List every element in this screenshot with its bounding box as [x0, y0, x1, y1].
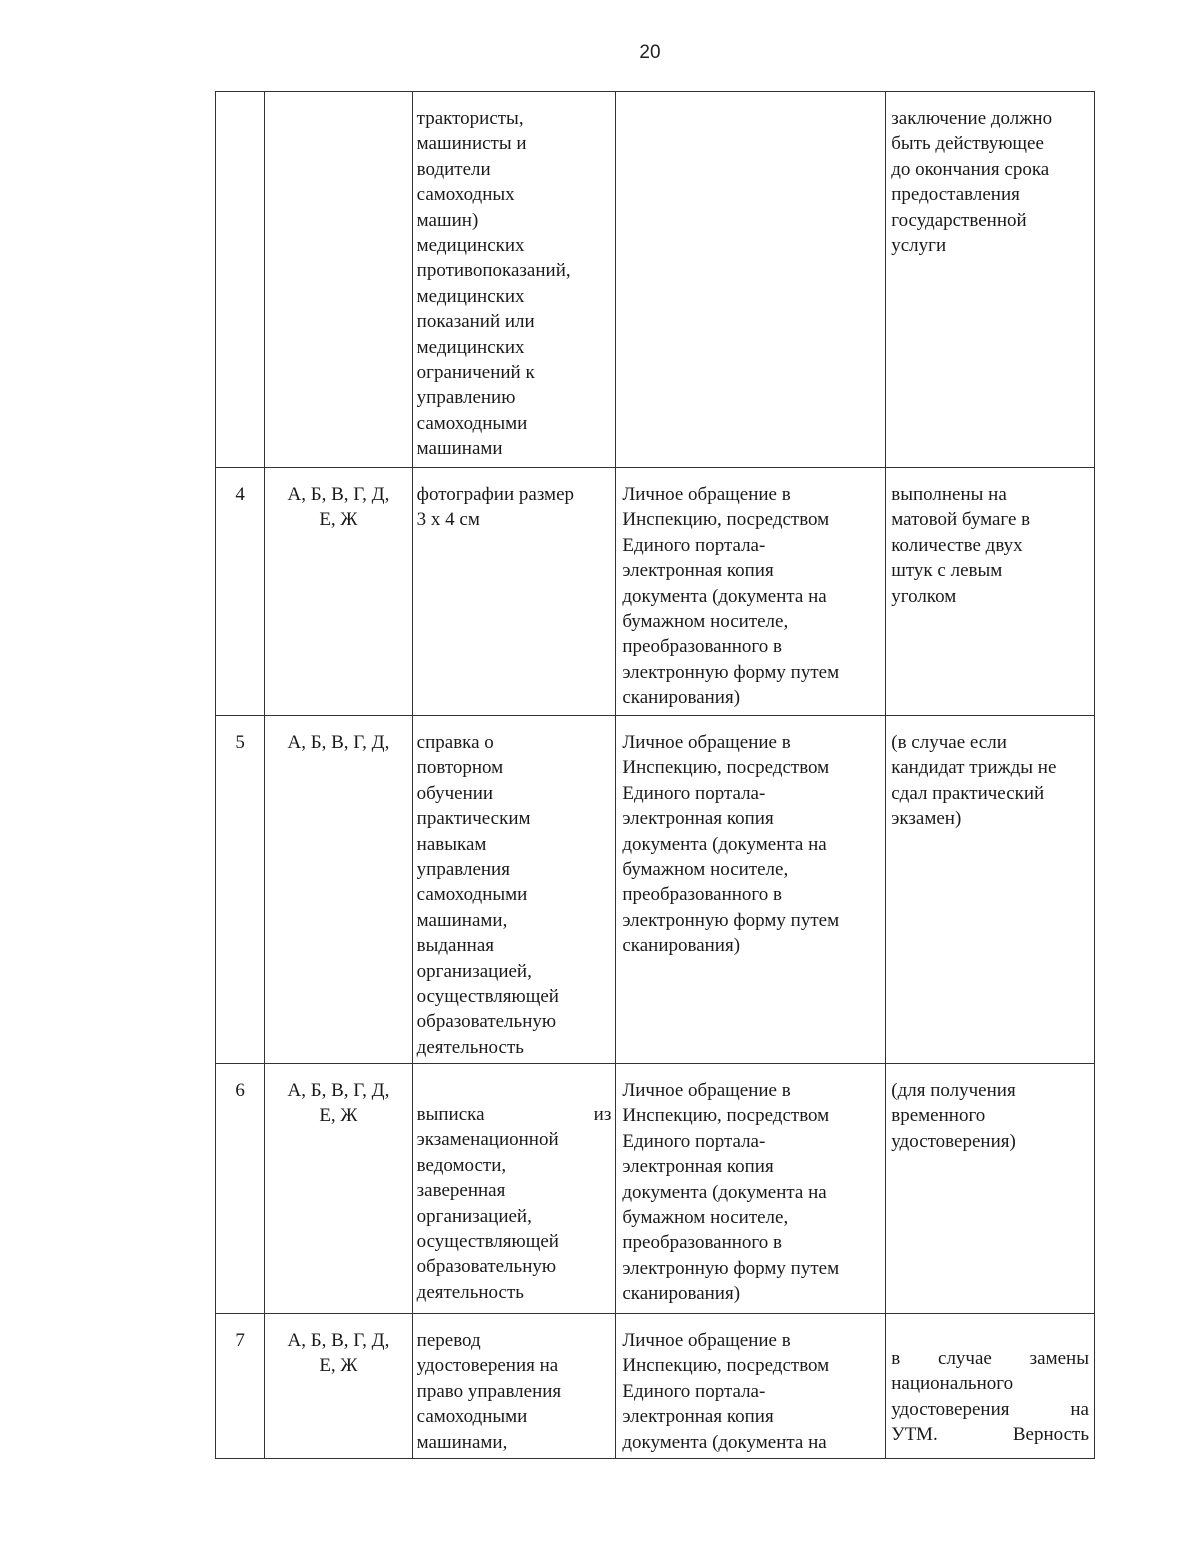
note-line: матовой бумаге в — [891, 509, 1031, 531]
note-line: удостоверения) — [891, 1130, 1016, 1152]
document-line: медицинских — [416, 285, 525, 307]
categories-cell — [265, 92, 413, 468]
method-line: Единого портала- — [622, 782, 766, 804]
method-line: электронную форму путем — [622, 661, 840, 683]
note-line: до окончания срока — [891, 158, 1050, 180]
document-line: машинами — [416, 438, 503, 460]
categories-cell — [265, 1064, 413, 1314]
method-line: электронную форму путем — [622, 1257, 840, 1279]
document-word: из — [593, 1104, 612, 1125]
note-line: количестве двух — [891, 534, 1023, 556]
row-number-cell — [216, 92, 265, 468]
document-line: удостоверения на — [416, 1355, 559, 1377]
document-line: организацией, — [416, 1205, 532, 1227]
document-line: самоходными — [416, 884, 528, 906]
categories-cell — [265, 1314, 413, 1459]
submission-method-cell — [616, 92, 886, 468]
row-number: 5 — [235, 732, 245, 753]
note-line: кандидат трижды не — [891, 757, 1057, 779]
document-line: самоходными — [416, 1406, 528, 1428]
note-line: экзамен) — [891, 808, 962, 830]
note-cell — [886, 716, 1095, 1064]
note-word: Верность — [1012, 1424, 1089, 1446]
table-row — [216, 1064, 1095, 1314]
method-line: электронная копия — [622, 560, 774, 582]
note-word: замены — [1029, 1348, 1089, 1369]
note-cell — [886, 468, 1095, 716]
document-line: фотографии размер — [416, 484, 575, 505]
document-line: практическим — [416, 808, 531, 830]
document-line: управления — [416, 859, 510, 881]
submission-method-cell — [616, 1064, 886, 1314]
document-first-line — [417, 1102, 612, 1127]
document-line: показаний или — [416, 311, 535, 333]
submission-method-cell — [616, 468, 886, 716]
method-line: документа (документа на — [622, 1181, 827, 1203]
note-line — [891, 1346, 1089, 1371]
method-line: Инспекцию, посредством — [622, 509, 830, 531]
document-line: выданная — [416, 935, 495, 957]
submission-method-cell — [616, 1314, 886, 1459]
note-line: предоставления — [891, 184, 1020, 206]
note-line: (в случае если — [891, 732, 1007, 753]
method-line: преобразованного в — [622, 1232, 782, 1254]
method-line: Инспекцию, посредством — [622, 757, 830, 779]
method-line: бумажном носителе, — [622, 1207, 789, 1229]
document-line: противопоказаний, — [416, 260, 571, 282]
document-line: машинами, — [416, 909, 508, 931]
note-line: быть действующее — [891, 133, 1044, 155]
document-line: машин) — [416, 209, 479, 231]
document-line: осуществляющей — [416, 986, 559, 1008]
document-line: водители — [416, 158, 491, 180]
method-line: Инспекцию, посредством — [622, 1355, 830, 1377]
category-line: Е, Ж — [319, 1355, 358, 1377]
note-line — [891, 1371, 1089, 1396]
method-line: электронная копия — [622, 808, 774, 830]
method-line: документа (документа на — [622, 833, 827, 855]
category-line: Е, Ж — [319, 509, 358, 531]
row-number-cell — [216, 1314, 265, 1459]
note-line — [891, 1397, 1089, 1422]
document-cell — [412, 1064, 616, 1314]
note-line: временного — [891, 1105, 986, 1127]
document-line: повторном — [416, 757, 504, 779]
document-cell — [412, 468, 616, 716]
note-word: УТМ. — [891, 1424, 938, 1446]
document-line: медицинских — [416, 235, 525, 257]
document-line: осуществляющей — [416, 1231, 559, 1253]
note-line: выполнены на — [891, 484, 1007, 505]
method-line: Единого портала- — [622, 1380, 766, 1402]
document-line: организацией, — [416, 960, 532, 982]
row-number-cell — [216, 1064, 265, 1314]
note-line: услуги — [891, 235, 947, 257]
categories-cell — [265, 716, 413, 1064]
document-line: деятельность — [416, 1036, 524, 1058]
row-number-cell — [216, 716, 265, 1064]
document-line: 3 х 4 см — [416, 509, 480, 531]
note-line: государственной — [891, 209, 1027, 231]
document-line: справка о — [416, 732, 494, 753]
row-number: 7 — [235, 1330, 245, 1351]
page-number: 20 — [639, 42, 661, 63]
document-line: машинисты и — [416, 133, 527, 155]
method-line: преобразованного в — [622, 636, 782, 658]
category-line: А, Б, В, Г, Д, — [287, 1330, 390, 1351]
method-line: преобразованного в — [622, 884, 782, 906]
table-row — [216, 716, 1095, 1064]
note-justified — [886, 1314, 1094, 1448]
method-line: документа (документа на — [622, 585, 827, 607]
note-word: на — [1070, 1398, 1089, 1420]
document-line: перевод — [416, 1330, 481, 1351]
document-line: самоходных — [416, 184, 515, 206]
categories-cell — [265, 468, 413, 716]
category-line: А, Б, В, Г, Д, — [287, 732, 390, 753]
method-line: документа (документа на — [622, 1431, 827, 1453]
table-row — [216, 1314, 1095, 1459]
note-line — [891, 1422, 1089, 1447]
submission-method-cell — [616, 716, 886, 1064]
method-line: Единого портала- — [622, 534, 766, 556]
note-line: уголком — [891, 585, 957, 607]
document-cell — [412, 1314, 616, 1459]
document-line: управлению — [416, 387, 516, 409]
note-cell — [886, 92, 1095, 468]
method-line: Инспекцию, посредством — [622, 1105, 830, 1127]
document-cell — [412, 92, 616, 468]
document-line: медицинских — [416, 336, 525, 358]
table-row — [216, 92, 1095, 468]
table-row — [216, 468, 1095, 716]
category-line: А, Б, В, Г, Д, — [287, 1080, 390, 1101]
documents-table — [215, 91, 1095, 1459]
method-line: Единого портала- — [622, 1130, 766, 1152]
category-line: А, Б, В, Г, Д, — [287, 484, 390, 505]
document-line: право управления — [416, 1380, 562, 1402]
document-line: навыкам — [416, 833, 487, 855]
row-number: 6 — [235, 1080, 245, 1101]
note-line: сдал практический — [891, 782, 1045, 804]
method-line: бумажном носителе, — [622, 611, 789, 633]
method-line: Личное обращение в — [622, 732, 791, 753]
note-word: случае — [938, 1348, 992, 1369]
document-cell — [412, 716, 616, 1064]
method-line: бумажном носителе, — [622, 859, 789, 881]
row-number-cell — [216, 468, 265, 716]
row-number: 4 — [235, 484, 245, 505]
document-line: образовательную — [416, 1256, 557, 1278]
note-word: национального — [891, 1373, 1014, 1395]
document-line: ограничений к — [416, 362, 535, 384]
note-line: штук с левым — [891, 560, 1003, 582]
method-line: электронная копия — [622, 1406, 774, 1428]
document-line: трактористы, — [416, 108, 524, 129]
method-line: сканирования) — [622, 1283, 741, 1305]
note-line: заключение должно — [891, 108, 1053, 129]
document-line: заверенная — [416, 1180, 506, 1202]
method-line: Личное обращение в — [622, 1080, 791, 1101]
note-cell — [886, 1314, 1095, 1459]
document-line: обучении — [416, 782, 494, 804]
document-line: образовательную — [416, 1011, 557, 1033]
document-line: экзаменационной — [416, 1129, 559, 1151]
note-cell — [886, 1064, 1095, 1314]
method-line: электронную форму путем — [622, 909, 840, 931]
document-word: выписка — [416, 1104, 485, 1125]
document-line: машинами, — [416, 1431, 508, 1453]
category-line: Е, Ж — [319, 1105, 358, 1127]
method-line: сканирования) — [622, 687, 741, 709]
method-line: Личное обращение в — [622, 484, 791, 505]
method-line: электронная копия — [622, 1156, 774, 1178]
method-line: Личное обращение в — [622, 1330, 791, 1351]
note-word: удостоверения — [891, 1398, 1010, 1420]
document-line: самоходными — [416, 412, 528, 434]
document-line: ведомости, — [416, 1154, 507, 1176]
note-line: (для получения — [891, 1080, 1016, 1101]
document-line: деятельность — [416, 1281, 524, 1303]
note-word: в — [891, 1348, 901, 1369]
method-line: сканирования) — [622, 935, 741, 957]
